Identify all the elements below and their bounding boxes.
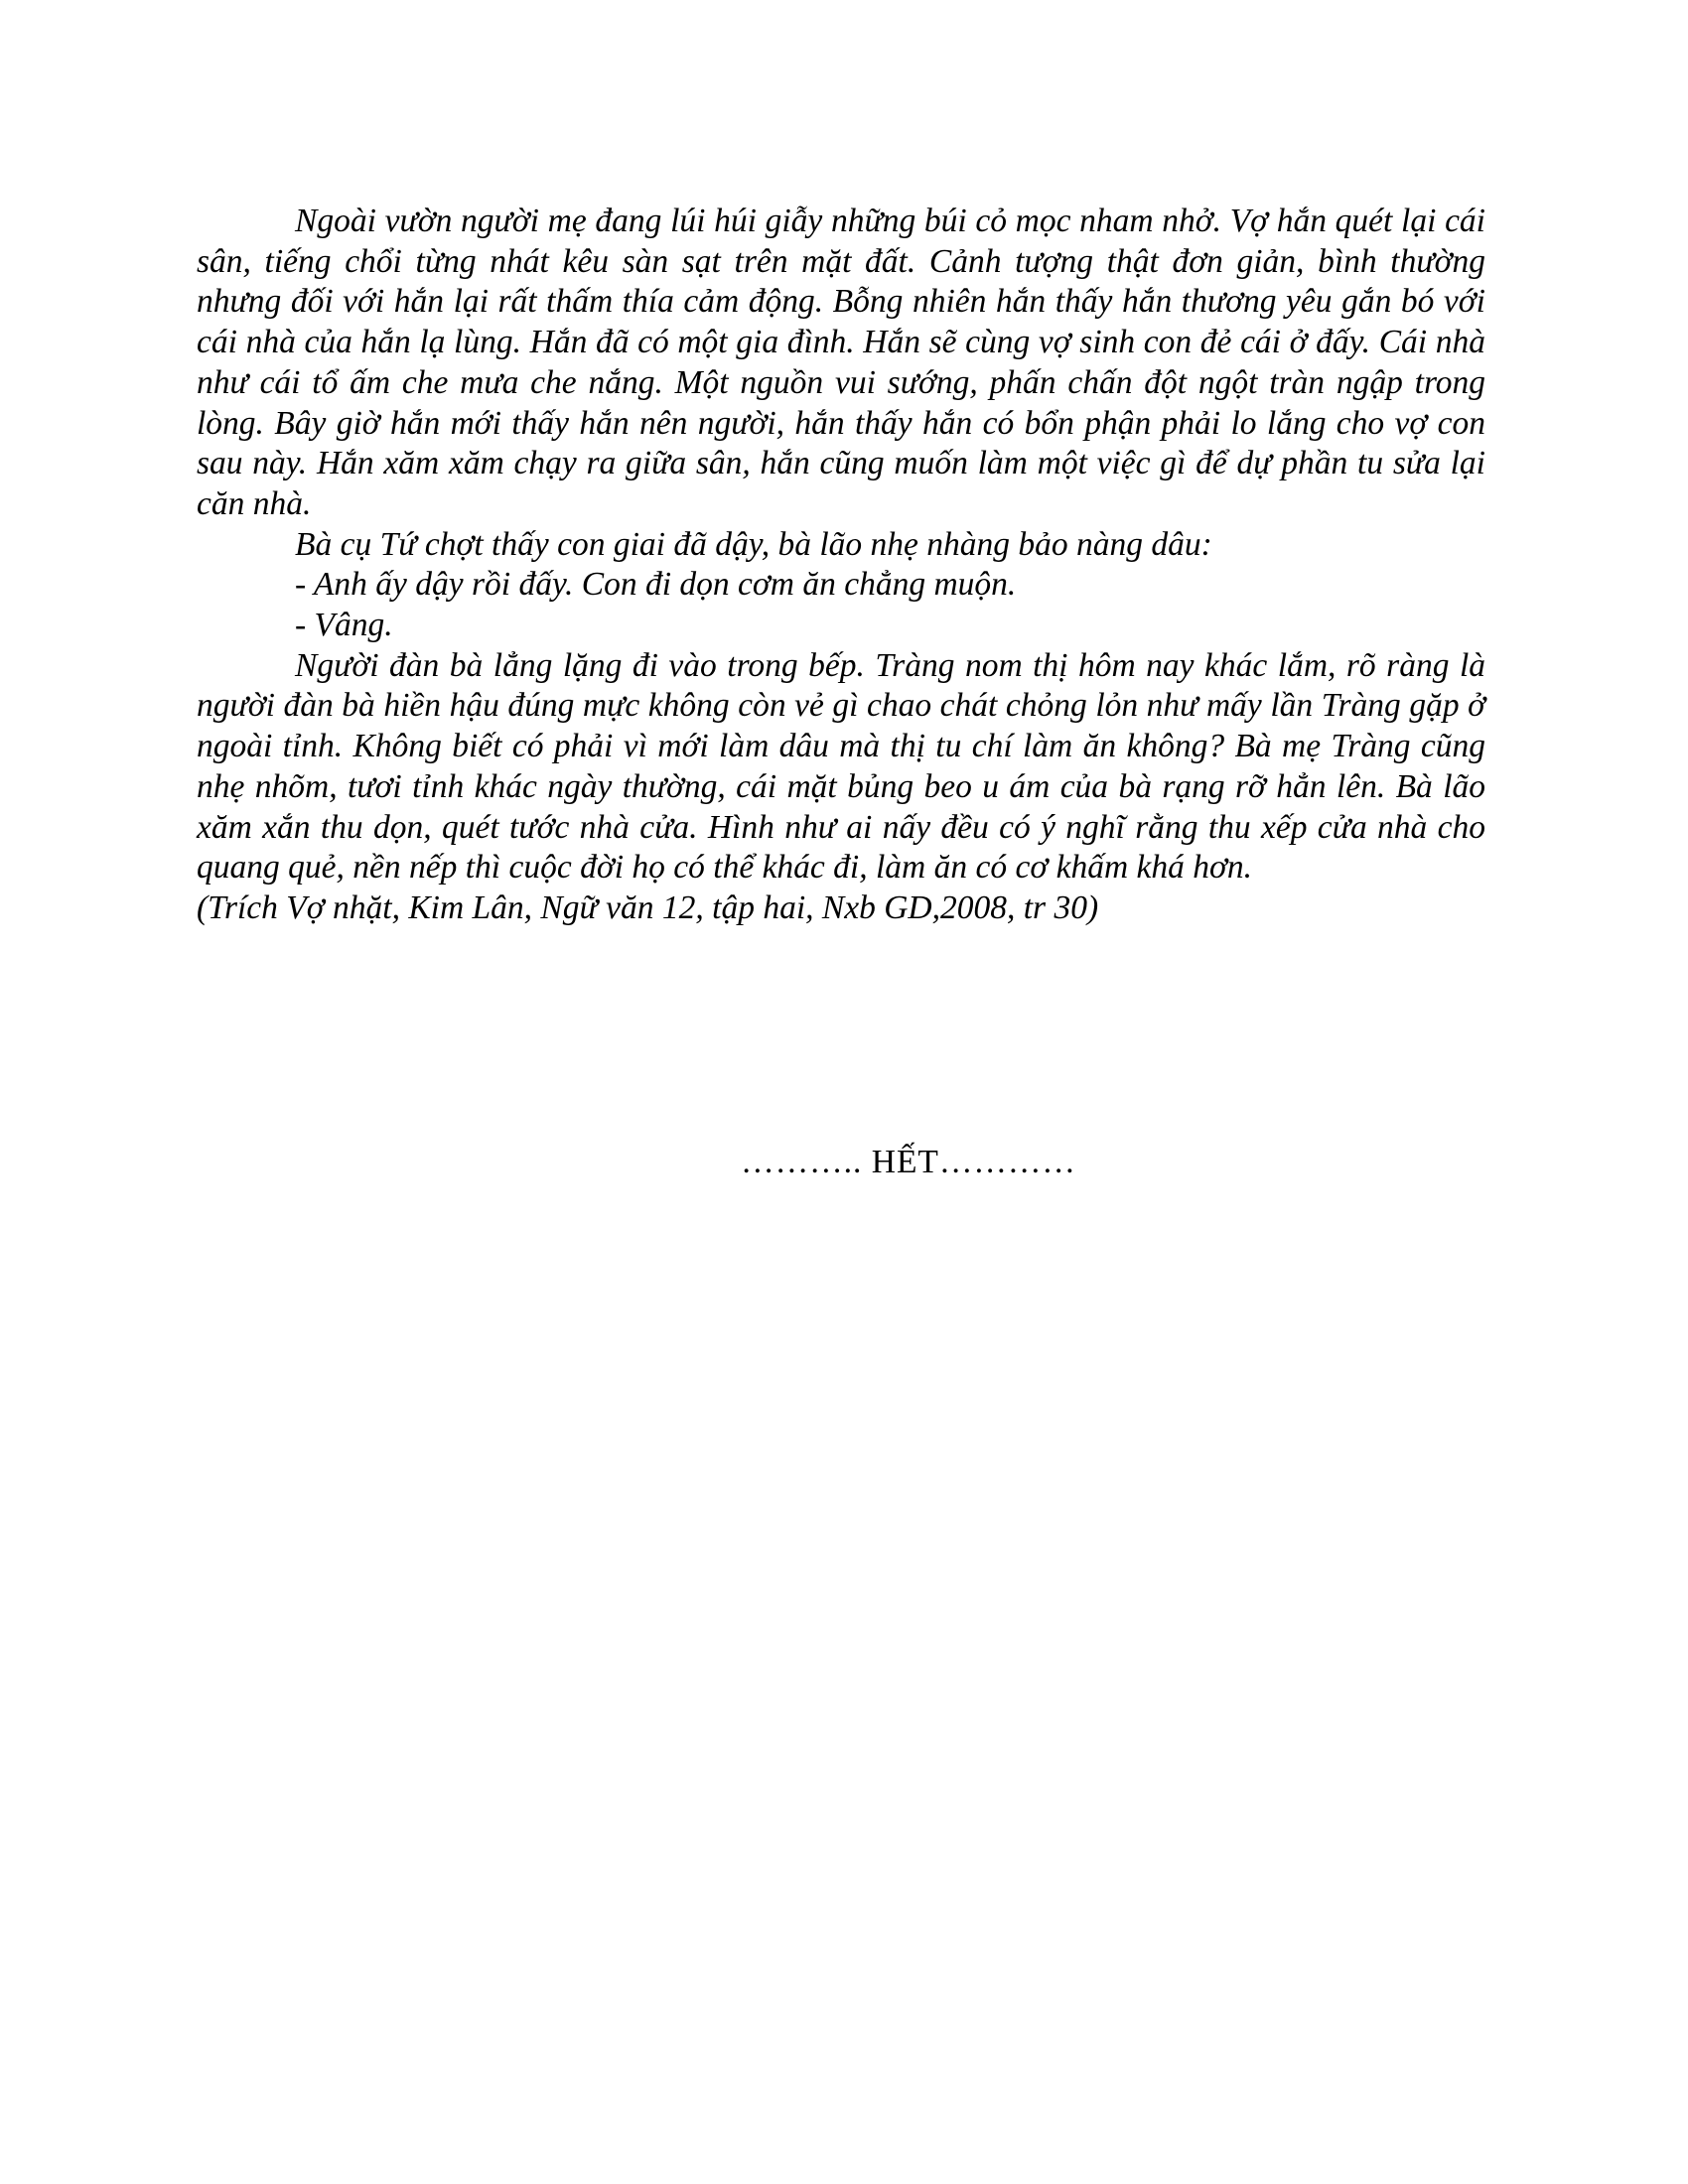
end-of-exam-mark: ……….. HẾT………… [741, 1144, 1076, 1180]
passage-paragraph-2: Bà cụ Tứ chợt thấy con giai đã dậy, bà lão nhẹ nhàng bảo nàng dâu: [295, 525, 1212, 563]
citation-prefix: (Trích [197, 888, 287, 926]
citation-work-title: Vợ nhặt [286, 888, 392, 926]
passage-dialogue-1: - Anh ấy dậy rồi đấy. Con đi dọn cơm ăn chẳng muộn. [295, 566, 1017, 604]
literary-passage [197, 202, 1485, 929]
citation-book-title: Ngữ văn 12 [540, 888, 696, 926]
source-citation [197, 888, 1485, 929]
passage-paragraph-1: Ngoài vườn người mẹ đang lúi húi giẫy những búi cỏ mọc nham nhở. Vợ hắn quét lại cái sân, tiếng chổi từng nhát kêu sàn sạt trên mặt đất. Cảnh tượng thật đơn giản, bình thường nhưng đối với hắn lại rất thấm thía cảm động. Bỗng nhiên hắn thấy hắn thương yêu gắn bó với cái nhà của hắn lạ lùng. Hắn đã có một gia đình. Hắn sẽ cùng vợ sinh con đẻ cái ở đấy. Cái nhà như cái tổ ấm che mưa che nắng. Một nguồn vui sướng, phấn chấn đột ngột tràn ngập trong lòng. Bây giờ hắn mới thấy hắn nên người, hắn thấy hắn có bổn phận phải lo lắng cho vợ con sau này. Hắn xăm xăm chạy ra giữa sân, hắn cũng muốn làm một việc gì để dự phần tu sửa lại căn nhà. [197, 203, 1485, 522]
citation-author: , Kim Lân, [391, 888, 541, 926]
passage-dialogue-2: - Vâng. [295, 607, 393, 644]
passage-paragraph-3: Người đàn bà lẳng lặng đi vào trong bếp. Tràng nom thị hôm nay khác lắm, rõ ràng là người đàn bà hiền hậu đúng mực không còn vẻ gì chao chát chỏng lỏn như mấy lần Tràng gặp ở ngoài tỉnh. Không biết có phải vì mới làm dâu mà thị tu chí làm ăn không? Bà mẹ Tràng cũng nhẹ nhõm, tươi tỉnh khác ngày thường, cái mặt bủng beo u ám của bà rạng rỡ hẳn lên. Bà lão xăm xắn thu dọn, quét tước nhà cửa. Hình như ai nấy đều có ý nghĩ rằng thu xếp cửa nhà cho quang quẻ, nền nếp thì cuộc đời họ có thể khác đi, làm ăn có cơ khấm khá hơn. [197, 646, 1485, 887]
citation-suffix: , tập hai, Nxb GD,2008, tr 30) [695, 888, 1099, 926]
